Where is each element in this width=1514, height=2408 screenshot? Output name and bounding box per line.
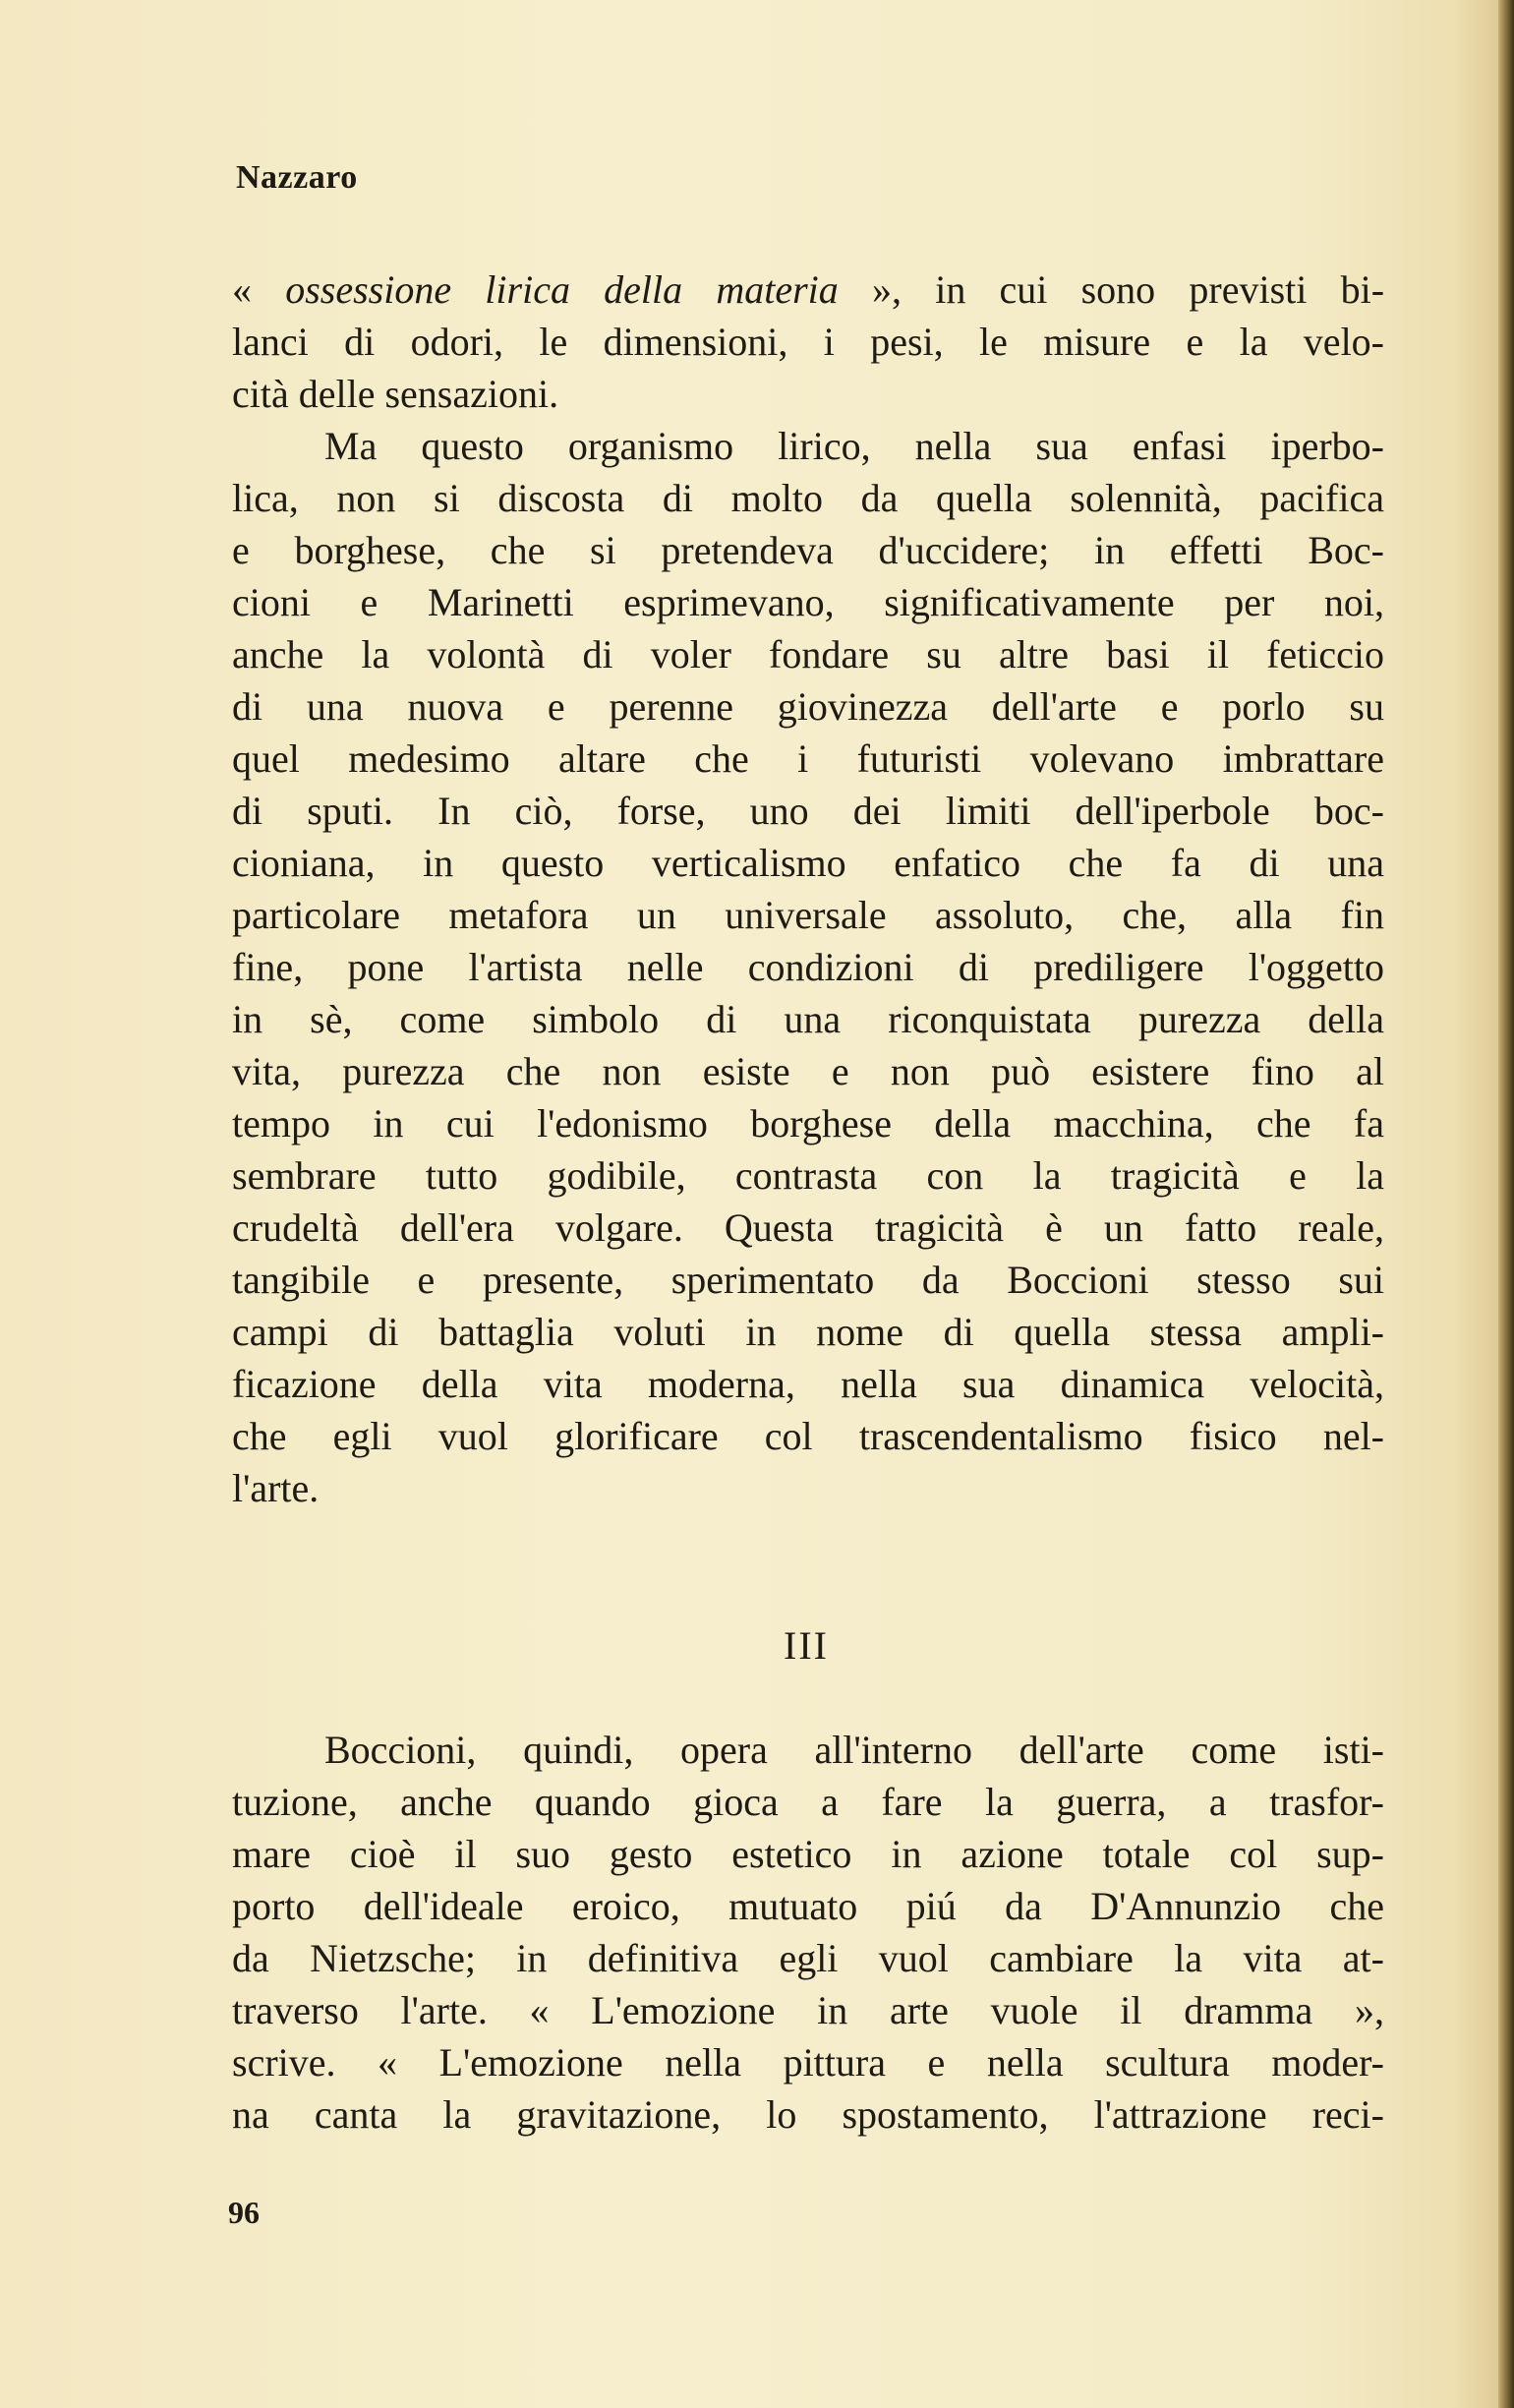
text-line: porto dell'ideale eroico, mutuato piú da D'Annunzio che (232, 1884, 1384, 1928)
text-line (232, 264, 1384, 316)
text-line: in sè, come simbolo di una riconquistata purezza della (232, 997, 1384, 1041)
text-line: tempo in cui l'edonismo borghese della macchina, che fa (232, 1101, 1384, 1145)
text-line: crudeltà dell'era volgare. Questa tragicità è un fatto reale, (232, 1205, 1384, 1250)
text-line: cioniana, in questo verticalismo enfatico che fa di una (232, 841, 1384, 885)
text-line: cità delle sensazioni. (232, 372, 559, 416)
text-line: traverso l'arte. « L'emozione in arte vuole il dramma », (232, 1988, 1384, 2032)
page-edge (1498, 0, 1514, 2408)
text-line: particolare metafora un universale assoluto, che, alla fin (232, 893, 1384, 937)
text-line: che egli vuol glorificare col trascendentalismo fisico nel- (232, 1414, 1384, 1458)
text-after-section (232, 1724, 1384, 2141)
text-line: cioni e Marinetti esprimevano, significativamente per noi, (232, 580, 1384, 624)
text-line: na canta la gravitazione, lo spostamento, l'attrazione reci- (232, 2092, 1384, 2137)
text-line: campi di battaglia voluti in nome di quella stessa ampli- (232, 1310, 1384, 1354)
line-open-quote: « (232, 267, 286, 312)
text-line: da Nietzsche; in definitiva egli vuol cambiare la vita at- (232, 1936, 1384, 1980)
text-line: vita, purezza che non esiste e non può esistere fino al (232, 1049, 1384, 1093)
text-line: l'arte. (232, 1466, 320, 1510)
text-line: di una nuova e perenne giovinezza dell'arte e porlo su (232, 684, 1384, 729)
italic-phrase: ossessione lirica della materia (285, 267, 839, 312)
line-remainder: », in cui sono previsti bi- (838, 267, 1385, 312)
text-line: mare cioè il suo gesto estetico in azione totale col sup- (232, 1832, 1384, 1876)
text-line: fine, pone l'artista nelle condizioni di prediligere l'oggetto (232, 945, 1384, 989)
text-line: quel medesimo altare che i futuristi volevano imbrattare (232, 736, 1384, 781)
running-head: Nazzaro (236, 159, 358, 196)
text-line: tangibile e presente, sperimentato da Boccioni stesso sui (232, 1258, 1384, 1302)
text-line: Boccioni, quindi, opera all'interno dell'arte come isti- (324, 1728, 1384, 1772)
text-line: lica, non si discosta di molto da quella solennità, pacifica (232, 476, 1384, 520)
text-line: anche la volontà di voler fondare su altre basi il feticcio (232, 632, 1384, 676)
page-number: 96 (228, 2195, 260, 2230)
text-line: e borghese, che si pretendeva d'uccidere; in effetti Boc- (232, 528, 1384, 572)
text-line: di sputi. In ciò, forse, uno dei limiti dell'iperbole boc- (232, 789, 1384, 833)
text-line: Ma questo organismo lirico, nella sua enfasi iperbo- (324, 424, 1384, 468)
text-line: sembrare tutto godibile, contrasta con la tragicità e la (232, 1153, 1384, 1198)
text-line: scrive. « L'emozione nella pittura e nella scultura moder- (232, 2040, 1384, 2085)
text-before-section (232, 264, 1384, 1514)
text-line: tuzione, anche quando gioca a fare la guerra, a trasfor- (232, 1780, 1384, 1824)
text-line: ficazione della vita moderna, nella sua dinamica velocità, (232, 1362, 1384, 1406)
section-heading: III (784, 1623, 829, 1668)
text-line: lanci di odori, le dimensioni, i pesi, le misure e la velo- (232, 320, 1384, 364)
